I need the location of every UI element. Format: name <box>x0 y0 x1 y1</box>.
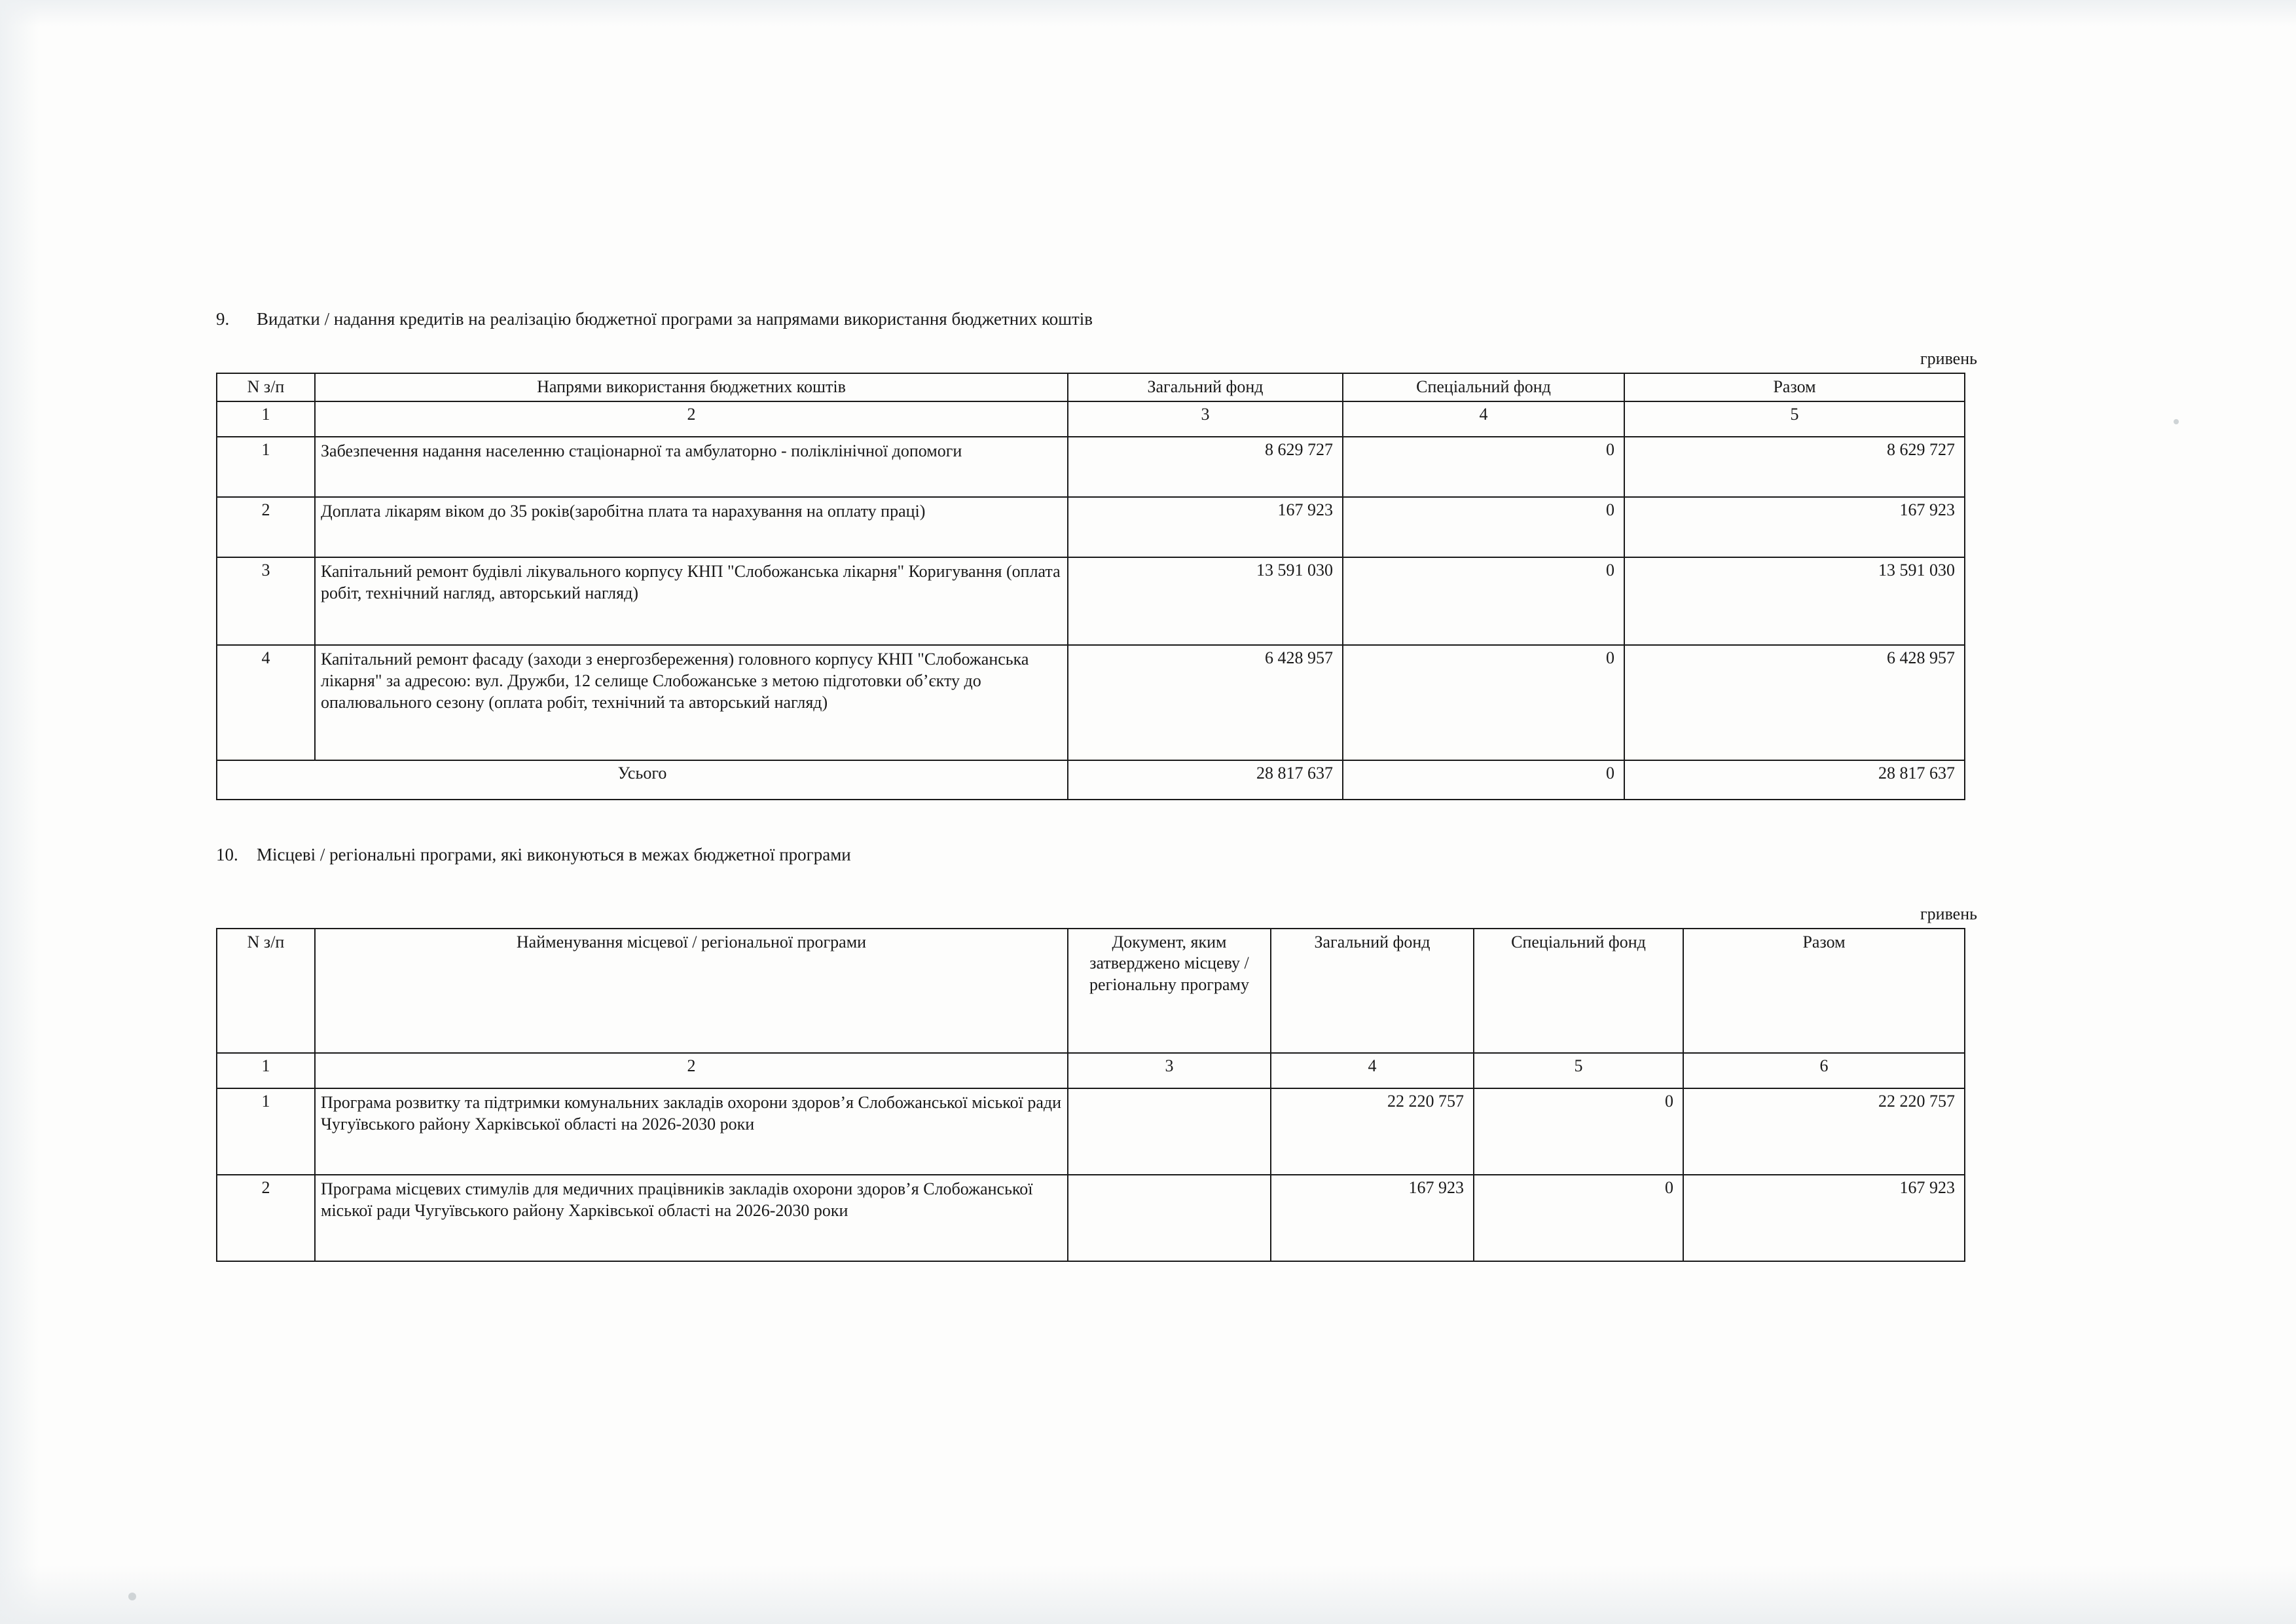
header-rownum: N з/п <box>217 929 315 1053</box>
table-row <box>217 1175 1965 1261</box>
colindex-1: 1 <box>217 1053 315 1088</box>
total-total: 28 817 637 <box>1624 760 1965 800</box>
row-direction: Капітальний ремонт будівлі лікувального корпусу КНП "Слобожанська лікарня" Коригування (оплата робіт, технічний нагляд, авторський нагляд) <box>315 557 1068 645</box>
table-row <box>217 1088 1965 1175</box>
row-general-fund: 6 428 957 <box>1068 645 1343 760</box>
row-general-fund: 13 591 030 <box>1068 557 1343 645</box>
section-10-title: Місцеві / регіональні програми, які виконуються в межах бюджетної програми <box>257 844 851 864</box>
row-direction: Забезпечення надання населенню стаціонарної та амбулаторно - поліклінічної допомоги <box>315 437 1068 497</box>
scan-speck <box>2174 419 2179 424</box>
row-number: 1 <box>217 437 315 497</box>
section-9-title: Видатки / надання кредитів на реалізацію бюджетної програми за напрямами використання бюджетних коштів <box>257 309 1093 329</box>
row-total: 167 923 <box>1683 1175 1965 1261</box>
row-general-fund: 167 923 <box>1068 497 1343 557</box>
section-10-table <box>216 928 1965 1262</box>
header-approval-document: Документ, яким затверджено місцеву / регіональну програму <box>1068 929 1271 1053</box>
row-special-fund: 0 <box>1343 497 1624 557</box>
row-total: 13 591 030 <box>1624 557 1965 645</box>
header-program-name: Найменування місцевої / регіональної програми <box>315 929 1068 1053</box>
row-approval-document <box>1068 1175 1271 1261</box>
row-special-fund: 0 <box>1343 645 1624 760</box>
colindex-2: 2 <box>315 401 1068 437</box>
table-header-row <box>217 373 1965 401</box>
table-column-index-row <box>217 401 1965 437</box>
table-column-index-row <box>217 1053 1965 1088</box>
section-10-spacer <box>216 885 1984 904</box>
table-total-row <box>217 760 1965 800</box>
header-general-fund: Загальний фонд <box>1068 373 1343 401</box>
scan-speck <box>128 1593 136 1600</box>
row-general-fund: 8 629 727 <box>1068 437 1343 497</box>
table-row <box>217 497 1965 557</box>
colindex-4: 4 <box>1343 401 1624 437</box>
colindex-4: 4 <box>1271 1053 1474 1088</box>
row-special-fund: 0 <box>1474 1175 1683 1261</box>
scan-edge-left <box>0 0 39 1624</box>
section-9-table <box>216 373 1965 800</box>
document-content <box>216 308 1984 1262</box>
scan-edge-bottom <box>0 1565 2296 1624</box>
row-total: 6 428 957 <box>1624 645 1965 760</box>
section-9-number: 9. <box>216 309 230 329</box>
total-special-fund: 0 <box>1343 760 1624 800</box>
table-row <box>217 437 1965 497</box>
colindex-3: 3 <box>1068 401 1343 437</box>
total-general-fund: 28 817 637 <box>1068 760 1343 800</box>
total-label: Усього <box>217 760 1068 800</box>
colindex-6: 6 <box>1683 1053 1965 1088</box>
row-approval-document <box>1068 1088 1271 1175</box>
section-10-number: 10. <box>216 844 238 864</box>
row-number: 1 <box>217 1088 315 1175</box>
header-special-fund: Спеціальний фонд <box>1343 373 1624 401</box>
header-special-fund: Спеціальний фонд <box>1474 929 1683 1053</box>
header-direction: Напрями використання бюджетних коштів <box>315 373 1068 401</box>
header-rownum: N з/п <box>217 373 315 401</box>
colindex-5: 5 <box>1474 1053 1683 1088</box>
header-total: Разом <box>1683 929 1965 1053</box>
row-total: 22 220 757 <box>1683 1088 1965 1175</box>
section-9-heading <box>216 308 1984 331</box>
row-special-fund: 0 <box>1343 557 1624 645</box>
header-general-fund: Загальний фонд <box>1271 929 1474 1053</box>
section-9-currency-label: гривень <box>1920 349 1977 369</box>
row-special-fund: 0 <box>1474 1088 1683 1175</box>
row-total: 167 923 <box>1624 497 1965 557</box>
section-gap <box>216 800 1984 843</box>
scan-edge-top <box>0 0 2296 26</box>
row-general-fund: 22 220 757 <box>1271 1088 1474 1175</box>
colindex-2: 2 <box>315 1053 1068 1088</box>
row-total: 8 629 727 <box>1624 437 1965 497</box>
row-number: 2 <box>217 497 315 557</box>
row-program-name: Програма місцевих стимулів для медичних працівників закладів охорони здоров’я Слобожанської міської ради Чугуївського району Харківської області на 2026-2030 роки <box>315 1175 1068 1261</box>
section-10-heading <box>216 843 1984 866</box>
header-total: Разом <box>1624 373 1965 401</box>
table-row <box>217 645 1965 760</box>
table-header-row <box>217 929 1965 1053</box>
row-number: 4 <box>217 645 315 760</box>
colindex-1: 1 <box>217 401 315 437</box>
section-10-currency-label: гривень <box>1920 904 1977 923</box>
colindex-3: 3 <box>1068 1053 1271 1088</box>
row-program-name: Програма розвитку та підтримки комунальних закладів охорони здоров’я Слобожанської міської ради Чугуївського району Харківської області на 2026-2030 роки <box>315 1088 1068 1175</box>
row-general-fund: 167 923 <box>1271 1175 1474 1261</box>
row-direction: Капітальний ремонт фасаду (заходи з енергозбереження) головного корпусу КНП "Слобожанська лікарня" за адресою: вул. Дружби, 12 селище Слобожанське з метою підготовки об’єкту до опалювального сезону (оплата робіт, технічний та авторський нагляд) <box>315 645 1068 760</box>
row-special-fund: 0 <box>1343 437 1624 497</box>
row-number: 3 <box>217 557 315 645</box>
row-number: 2 <box>217 1175 315 1261</box>
colindex-5: 5 <box>1624 401 1965 437</box>
row-direction: Доплата лікарям віком до 35 років(заробітна плата та нарахування на оплату праці) <box>315 497 1068 557</box>
table-row <box>217 557 1965 645</box>
